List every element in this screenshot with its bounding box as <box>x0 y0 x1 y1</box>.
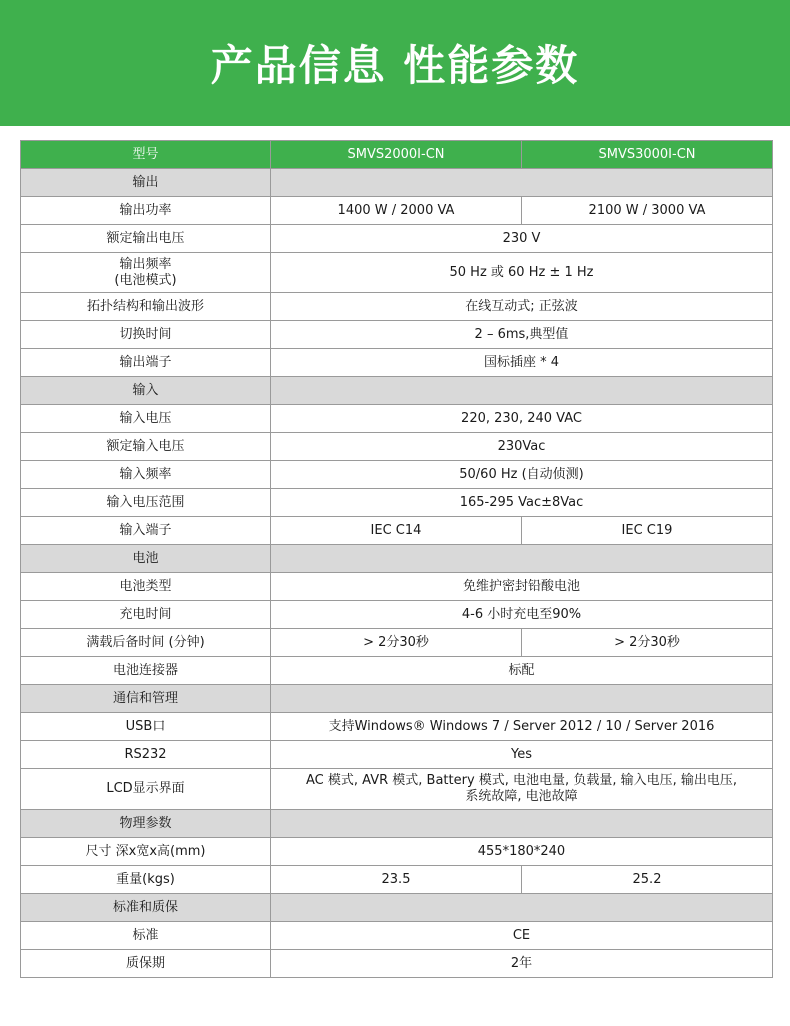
table-row <box>21 461 773 489</box>
table-row <box>21 657 773 685</box>
header-model-2: SMVS3000I-CN <box>522 141 773 169</box>
table-row <box>21 629 773 657</box>
header-model-label: 型号 <box>21 141 271 169</box>
table-row <box>21 838 773 866</box>
row-label: 电池类型 <box>21 573 271 601</box>
spec-table-body <box>21 169 773 978</box>
section-row <box>21 377 773 405</box>
table-row <box>21 866 773 894</box>
row-value: 2 – 6ms,典型值 <box>271 321 773 349</box>
page-title: 产品信息 性能参数 <box>210 41 580 90</box>
row-label: 额定输出电压 <box>21 225 271 253</box>
table-row <box>21 741 773 769</box>
row-value: 在线互动式; 正弦波 <box>271 293 773 321</box>
row-value: 标配 <box>271 657 773 685</box>
table-row <box>21 197 773 225</box>
spec-table <box>20 140 773 978</box>
row-value-model-1: > 2分30秒 <box>271 629 522 657</box>
row-value: 165-295 Vac±8Vac <box>271 489 773 517</box>
section-label: 物理参数 <box>21 810 271 838</box>
row-label: 电池连接器 <box>21 657 271 685</box>
row-value: 支持Windows® Windows 7 / Server 2012 / 10 / Server 2016 <box>271 713 773 741</box>
table-row <box>21 769 773 810</box>
section-row <box>21 545 773 573</box>
table-row <box>21 293 773 321</box>
row-value-model-2: > 2分30秒 <box>522 629 773 657</box>
row-value: 455*180*240 <box>271 838 773 866</box>
table-row <box>21 321 773 349</box>
row-value: 国标插座 * 4 <box>271 349 773 377</box>
section-label: 通信和管理 <box>21 685 271 713</box>
row-label: RS232 <box>21 741 271 769</box>
section-blank-cell <box>271 377 773 405</box>
row-value: 50 Hz 或 60 Hz ± 1 Hz <box>271 253 773 293</box>
section-label: 输入 <box>21 377 271 405</box>
row-label: 充电时间 <box>21 601 271 629</box>
table-row <box>21 349 773 377</box>
header-model-1: SMVS2000I-CN <box>271 141 522 169</box>
row-label: 切换时间 <box>21 321 271 349</box>
table-header-row <box>21 141 773 169</box>
row-label: 输入电压 <box>21 405 271 433</box>
table-row <box>21 950 773 978</box>
row-value-model-2: IEC C19 <box>522 517 773 545</box>
section-blank-cell <box>271 810 773 838</box>
table-row <box>21 922 773 950</box>
row-label: 满载后备时间 (分钟) <box>21 629 271 657</box>
row-value: Yes <box>271 741 773 769</box>
table-row <box>21 601 773 629</box>
row-value: 2年 <box>271 950 773 978</box>
row-label: LCD显示界面 <box>21 769 271 810</box>
row-value: AC 模式, AVR 模式, Battery 模式, 电池电量, 负载量, 输入电压, 输出电压, 系统故障, 电池故障 <box>271 769 773 810</box>
section-blank-cell <box>271 685 773 713</box>
section-label: 电池 <box>21 545 271 573</box>
row-value: 50/60 Hz (自动侦测) <box>271 461 773 489</box>
row-value-model-2: 25.2 <box>522 866 773 894</box>
table-row <box>21 517 773 545</box>
section-blank-cell <box>271 169 773 197</box>
row-label: 输入电压范围 <box>21 489 271 517</box>
row-label: 输入频率 <box>21 461 271 489</box>
row-label: 拓扑结构和输出波形 <box>21 293 271 321</box>
table-row <box>21 225 773 253</box>
row-label: 输入端子 <box>21 517 271 545</box>
row-value: 230 V <box>271 225 773 253</box>
row-value: 220, 230, 240 VAC <box>271 405 773 433</box>
row-value: CE <box>271 922 773 950</box>
section-row <box>21 894 773 922</box>
row-label: 输出功率 <box>21 197 271 225</box>
row-value-model-1: IEC C14 <box>271 517 522 545</box>
section-label: 标准和质保 <box>21 894 271 922</box>
row-label: 额定输入电压 <box>21 433 271 461</box>
title-banner <box>0 0 790 126</box>
table-row <box>21 573 773 601</box>
row-value: 230Vac <box>271 433 773 461</box>
row-label: 输出端子 <box>21 349 271 377</box>
section-blank-cell <box>271 894 773 922</box>
row-label: 尺寸 深x宽x高(mm) <box>21 838 271 866</box>
section-blank-cell <box>271 545 773 573</box>
row-label: USB口 <box>21 713 271 741</box>
row-value-model-1: 1400 W / 2000 VA <box>271 197 522 225</box>
row-value: 免维护密封铅酸电池 <box>271 573 773 601</box>
table-row <box>21 253 773 293</box>
section-row <box>21 685 773 713</box>
section-row <box>21 169 773 197</box>
row-value: 4-6 小时充电至90% <box>271 601 773 629</box>
section-label: 输出 <box>21 169 271 197</box>
row-label: 重量(kgs) <box>21 866 271 894</box>
table-row <box>21 433 773 461</box>
row-value-model-1: 23.5 <box>271 866 522 894</box>
table-row <box>21 489 773 517</box>
row-label: 输出频率 (电池模式) <box>21 253 271 293</box>
section-row <box>21 810 773 838</box>
table-row <box>21 405 773 433</box>
row-value-model-2: 2100 W / 3000 VA <box>522 197 773 225</box>
row-label: 标准 <box>21 922 271 950</box>
row-label: 质保期 <box>21 950 271 978</box>
table-row <box>21 713 773 741</box>
